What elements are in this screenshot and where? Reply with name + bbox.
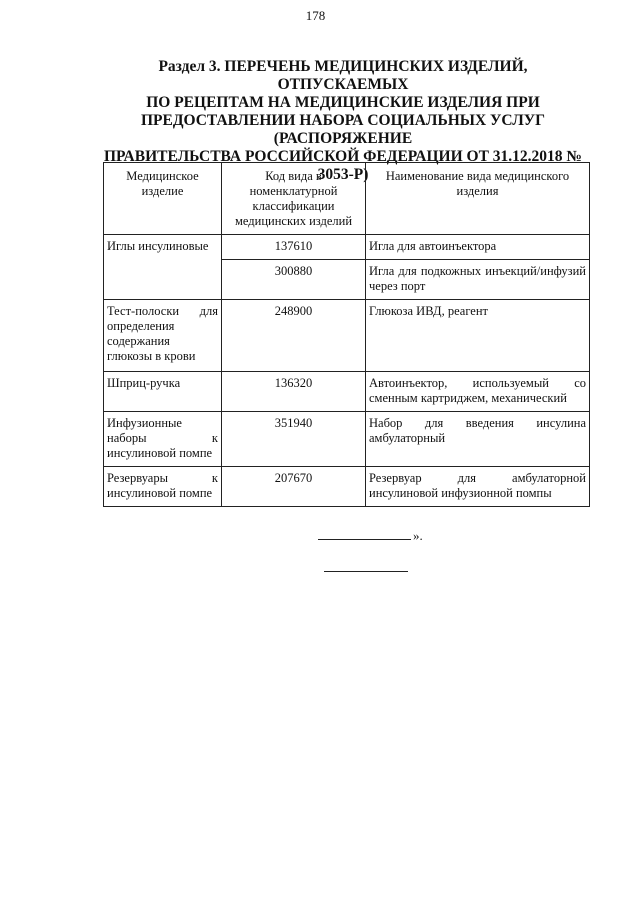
table-row [104,467,590,507]
cell-code: 207670 [222,467,366,507]
cell-name: Глюкоза ИВД, реагент [366,300,590,372]
cell-name: Набор для введения инсулина амбулаторный [366,412,590,467]
table-header-row [104,163,590,235]
cell-code: 136320 [222,372,366,412]
title-line: Раздел 3. ПЕРЕЧЕНЬ МЕДИЦИНСКИХ ИЗДЕЛИЙ, ОТПУСКАЕМЫХ [158,58,528,93]
cell-name: Игла для автоинъектора [366,235,590,260]
cell-code: 137610 [222,235,366,260]
cell-device: Резервуары к инсулиновой помпе [104,467,222,507]
title-line: ПО РЕЦЕПТАМ НА МЕДИЦИНСКИЕ ИЗДЕЛИЯ ПРИ [146,94,540,111]
column-header-device: Медицинское изделие [104,163,222,235]
column-header-code: Код вида в номенклатурной классификации медицинских изделий [222,163,366,235]
table-row [104,235,590,260]
title-line: ПРЕДОСТАВЛЕНИИ НАБОРА СОЦИАЛЬНЫХ УСЛУГ (РАСПОРЯЖЕНИЕ [140,112,546,147]
end-rule [324,571,408,572]
cell-device: Тест-полоски для определения содержания глюкозы в крови [104,300,222,372]
cell-name: Автоинъектор, используемый со сменным картриджем, механический [366,372,590,412]
cell-name: Игла для подкожных инъекций/инфузий через порт [366,260,590,300]
column-header-name: Наименование вида медицинского изделия [366,163,590,235]
medical-devices-table [103,162,590,507]
page-number: 178 [305,8,326,23]
cell-code: 300880 [222,260,366,300]
table-row [104,412,590,467]
closing-quote: ». [413,528,423,543]
closing-line [318,528,423,544]
table-row [104,300,590,372]
blank-underline [318,529,411,540]
table-row [104,372,590,412]
cell-code: 248900 [222,300,366,372]
cell-device: Шприц-ручка [104,372,222,412]
title-line: ПРАВИТЕЛЬСТВА РОССИЙСКОЙ ФЕДЕРАЦИИ ОТ 31.12.2018 № 3053-Р) [104,148,582,183]
cell-name: Резервуар для амбулаторной инсулиновой инфузионной помпы [366,467,590,507]
cell-device: Иглы инсулиновые [104,235,222,300]
cell-device: Инфузионные наборы к инсулиновой помпе [104,412,222,467]
cell-code: 351940 [222,412,366,467]
